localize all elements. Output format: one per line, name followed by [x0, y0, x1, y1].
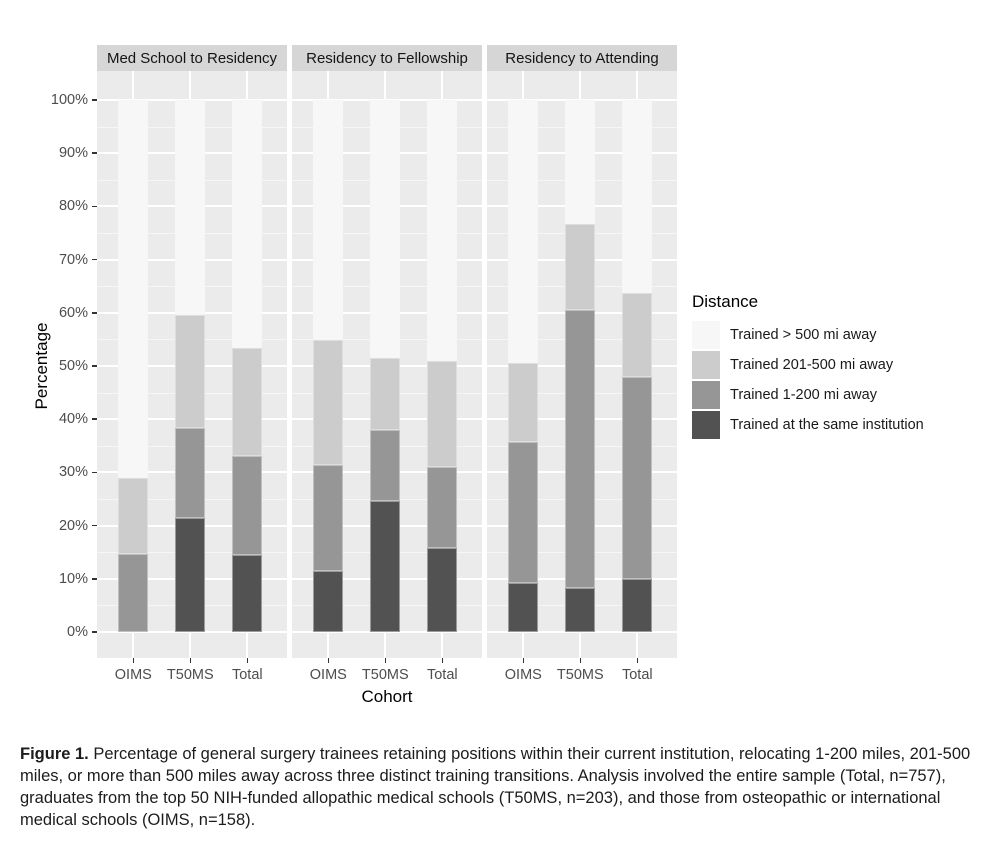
bar-segment — [370, 430, 400, 500]
x-tick-label: T50MS — [556, 667, 604, 683]
bar-segment — [232, 100, 262, 348]
bar-segment — [565, 100, 595, 224]
legend-title: Distance — [692, 292, 759, 311]
y-tick-label: 30% — [58, 464, 88, 481]
legend-entry — [692, 321, 877, 349]
x-tick-label: OIMS — [309, 667, 347, 683]
facet-panel — [292, 71, 482, 658]
x-tick-label: T50MS — [361, 667, 409, 683]
bar-segment — [427, 100, 457, 361]
y-tick-label: 40% — [58, 411, 88, 428]
legend — [692, 292, 924, 441]
x-tick-label: OIMS — [504, 667, 542, 683]
x-tick-label: Total — [426, 667, 458, 683]
x-tick — [580, 658, 582, 663]
legend-key-swatch — [692, 351, 720, 379]
bar-segment — [622, 293, 652, 378]
bar-segment — [370, 501, 400, 632]
legend-entry-label: Trained 201-500 mi away — [730, 357, 894, 373]
x-tick — [442, 658, 444, 663]
bar-segment — [175, 100, 205, 315]
y-tick-label: 100% — [50, 92, 88, 108]
y-tick-label: 90% — [58, 145, 88, 162]
x-tick-label: T50MS — [166, 667, 214, 683]
bar-segment — [565, 310, 595, 589]
facet-strip: Med School to Residency — [97, 45, 287, 71]
bar-segment — [175, 428, 205, 518]
legend-entry-label: Trained 1-200 mi away — [730, 387, 877, 403]
x-tick-label: OIMS — [114, 667, 152, 683]
bar-segment — [622, 100, 652, 293]
facet-strip: Residency to Attending — [487, 45, 677, 71]
y-tick-label: 50% — [58, 358, 88, 374]
bar-segment — [175, 518, 205, 632]
figure-caption-label: Figure 1. — [20, 744, 89, 763]
figure-caption — [20, 743, 972, 831]
x-tick — [190, 658, 192, 663]
bar-segment — [427, 548, 457, 632]
legend-key-swatch — [692, 411, 720, 439]
bar-segment — [565, 588, 595, 632]
x-tick-label: Total — [621, 667, 653, 683]
bar-segment — [118, 554, 148, 632]
figure-caption-text: Percentage of general surgery trainees retaining positions within their current institution, relocating 1-200 miles, 201-500 miles, or more than 500 miles away across three distinct training transitions. Analysis involved the entire sample (Total, n=757), graduates from the top 50 NIH-funded allopathic medical schools (T50MS, n=203), and those from osteopathic or international medical schools (OIMS, n=158). — [20, 744, 971, 829]
y-tick-label: 80% — [58, 198, 88, 215]
bar-segment — [427, 467, 457, 548]
legend-key-swatch — [692, 381, 720, 409]
y-tick-label: 60% — [58, 304, 88, 321]
x-tick — [637, 658, 639, 663]
legend-entry-label: Trained > 500 mi away — [730, 327, 877, 343]
bar-segment — [232, 555, 262, 632]
bar-segment — [232, 456, 262, 554]
x-tick-label: Total — [231, 667, 263, 683]
legend-entry — [692, 381, 877, 409]
x-tick — [523, 658, 525, 663]
x-tick — [385, 658, 387, 663]
bar-segment — [313, 100, 343, 340]
legend-key-swatch — [692, 321, 720, 349]
bar-segment — [232, 348, 262, 457]
x-tick — [247, 658, 249, 663]
bar-segment — [313, 340, 343, 464]
bar-segment — [508, 442, 538, 583]
bar-segment — [622, 579, 652, 632]
bar-segment — [118, 478, 148, 554]
bar-segment — [508, 100, 538, 363]
bar-segment — [565, 224, 595, 309]
x-tick — [328, 658, 330, 663]
bar-segment — [118, 100, 148, 478]
bar-segment — [370, 100, 400, 358]
bar-segment — [427, 361, 457, 467]
bar-segment — [508, 363, 538, 442]
bar-segment — [622, 377, 652, 579]
y-tick-label: 0% — [67, 624, 88, 640]
y-tick-label: 20% — [58, 517, 88, 534]
bar-segment — [508, 583, 538, 632]
y-tick-label: 70% — [58, 251, 88, 268]
bar-segment — [175, 315, 205, 427]
x-tick — [133, 658, 135, 663]
facet-panel — [487, 71, 677, 658]
bar-segment — [313, 571, 343, 632]
x-axis-title: Cohort — [361, 687, 413, 706]
legend-entry — [692, 411, 924, 439]
legend-entry-label: Trained at the same institution — [730, 417, 924, 433]
facet-strip: Residency to Fellowship — [292, 45, 482, 71]
y-axis-title: Percentage — [32, 322, 51, 410]
bar-segment — [313, 465, 343, 571]
y-tick-label: 10% — [58, 570, 88, 587]
bar-segment — [370, 358, 400, 430]
facet-panel — [97, 71, 287, 658]
legend-items — [692, 321, 924, 439]
legend-entry — [692, 351, 894, 379]
